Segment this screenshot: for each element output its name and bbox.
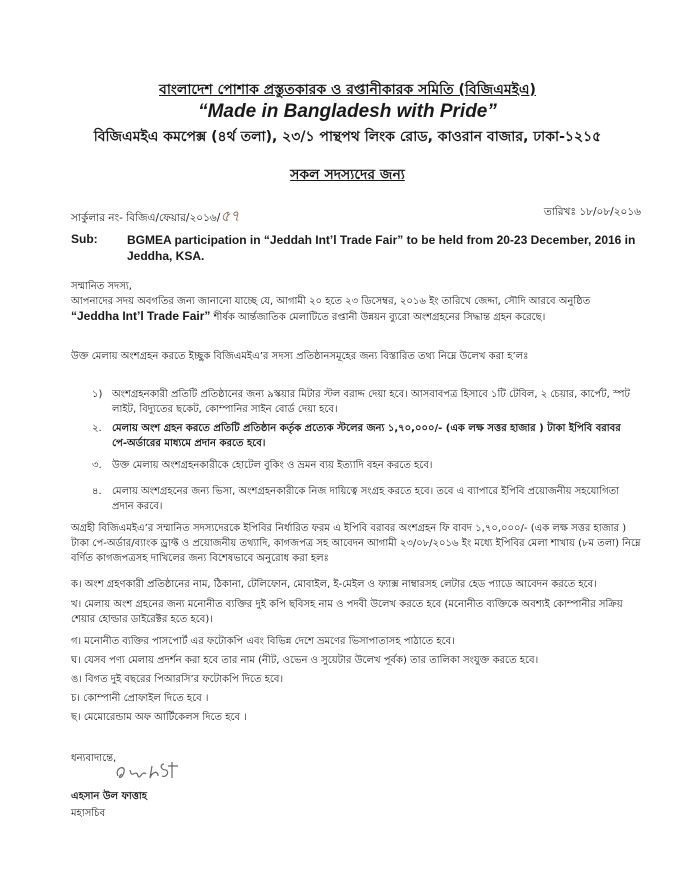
requirement-ga: গ। মনোনীত ব্যক্তির পাসপোর্ট এর ফটোকপি এবং বিভিন্ন দেশে ভ্রমণের ভিসাপাতাসহ পাঠাতে হবে। xyxy=(71,636,455,647)
circular-number xyxy=(71,205,240,230)
requirement-ka: ক। অংশ গ্রহণকারী প্রতিষ্ঠানের নাম, ঠিকানা, টেলিফোন, মোবাইল, ই-মেইল ও ফ্যাক্স নাম্বারসহ লেটার হেড প্যাডে আবেদন করতে হবে। xyxy=(71,579,597,590)
slogan: “Made in Bangladesh with Pride” xyxy=(198,101,497,122)
signatory-name: এহসান উল ফাত্তাহ xyxy=(71,791,148,802)
address: বিজিএমইএ কমপেক্স (৪র্থ তলা), ২৩/১ পান্থপথ লিংক রোড, কাওরান বাজার, ঢাকা-১২১৫ xyxy=(93,129,602,145)
requirement-kha: খ। মেলায় অংশ গ্রহনের জন্য মনোনীত ব্যক্তির দুই কপি ছবিসহ নাম ও পদবী উলেখ করতে হবে (মনোনীত ব্যক্তিকে অবশ্যই কোম্পানীর সক্রিয় শেয়ার হোল্ডার ডাইরেক্টর হতে হবে)। xyxy=(71,599,623,625)
point-1-number: ১) xyxy=(92,389,103,400)
subject-text: BGMEA participation in “Jeddah Int’l Trade Fair” to be held from 20-23 December, 2016 in Jeddha, KSA. xyxy=(127,233,636,263)
point-4-number: ৪. xyxy=(92,486,102,497)
point-2-text: মেলায় অংশ গ্রহন করতে প্রতিটি প্রতিষ্ঠান কর্তৃক প্রত্যেক স্টলের জন্য ১,৭০,০০০/- (এক লক্ষ সত্তর হাজার ) টাকা ইপিবি বরাবর পে-অর্ডারের মাধ্যমে প্রদান করতে হবে। xyxy=(112,423,621,449)
request-paragraph: অগ্রহী বিজিএমইএ’র সম্মানিত সদস্যদেরকে ইপিবির নির্ধারিত ফরম এ ইপিবি বরাবর অংশগ্রহন ফি বাবদ ১,৭০,০০০/- (এক লক্ষ সত্তর হাজার ) টাকা পে-অর্ডার/ব্যাংক ড্রাফ্ট ও প্রয়োজনীয় তথ্যাদি, কাগজপত্র সহ আবেদন আগামী ২৩/০৮/২০১৬ ইং মধ্যে ইপিবির মেলা শাখায় (৮ম তলা) নিম্নে বর্ণিত কাগজপত্রসহ দাখিলের জন্য বিশেষভাবে অনুরোধ করা হলঃ xyxy=(71,523,641,564)
requirement-chha: ছ। মেমোরেন্ডাম অফ আর্টিকেলস দিতে হবে । xyxy=(71,712,247,723)
circular-date: তারিখঃ ১৮/০৮/২০১৬ xyxy=(543,206,641,218)
intro-paragraph xyxy=(71,294,641,325)
signatory-title: মহাসচিব xyxy=(71,808,106,819)
circular-handwritten-number: ৫৭ xyxy=(220,207,240,225)
details-intro: উক্ত মেলায় অংশগ্রহন করতে ইচ্ছুক বিজিএমইএ’র সদস্য প্রতিষ্ঠানসমূহের জন্য বিস্তারিত তথ্য নিম্নে উলেখ করা হ’লঃ xyxy=(71,351,529,362)
signature-scribble xyxy=(112,758,187,786)
requirement-cha: চ। কোম্পানী প্রোফাইল দিতে হবে । xyxy=(71,693,209,704)
audience-heading: সকল সদস্যদের জন্য xyxy=(290,167,405,183)
point-4-text: মেলায় অংশগ্রহনের জন্য ভিসা, অংশগ্রহনকারীকে নিজ দায়িত্বে সংগ্রহ করতে হবে। তবে এ ব্যাপারে ইপিবি প্রয়োজনীয় সহযোগিতা প্রদান করবে। xyxy=(112,486,620,512)
requirement-uma: ঙ। বিগত দুই বছরের পিআরসি’র ফটোকপি দিতে হবে। xyxy=(71,674,284,685)
handwritten-signature xyxy=(112,758,187,790)
salutation: সম্মানিত সদস্য, xyxy=(71,281,132,292)
fair-name: “Jeddha Int’l Trade Fair” xyxy=(71,309,211,323)
point-3-text: উক্ত মেলায় অংশগ্রহনকারীকে হোটেল বুকিং ও ভ্রমন ব্যয় ইত্যাদি বহন করতে হবে। xyxy=(112,460,433,471)
requirement-gha: ঘ। যেসব পণ্য মেলায় প্রদর্শন করা হবে তার নাম (নীট, ওভেন ও সুয়েটার উলেখ পূর্বক) তার তালিকা সংযুক্ত করতে হবে। xyxy=(71,655,539,666)
closing-thanks: ধন্যবাদান্তে, xyxy=(71,753,117,764)
organization-name: বাংলাদেশ পোশাক প্রস্তুতকারক ও রপ্তানীকারক সমিতি (বিজিএমইএ) xyxy=(159,82,536,98)
circular-label: সার্কুলার নং- বিজিএ/ফেয়ার/২০১৬/ xyxy=(71,212,221,224)
intro-post: শীর্ষক আর্ন্তজাতিক মেলাটিতে রপ্তানী উন্নয়ন ব্যুরো অংশগ্রহনের সিদ্ধান্ত গ্রহন করেছে। xyxy=(210,312,546,323)
intro-pre: আপনাদের সদয় অবগতির জন্য জানানো যাচ্ছে যে, আগামী ২০ হতে ২৩ ডিসেম্বর, ২০১৬ ইং তারিখে জেদ্দা, সৌদি আরবে অনুষ্ঠিত xyxy=(71,296,591,307)
subject-label: Sub: xyxy=(71,232,98,246)
point-1-text: অংশগ্রহনকারী প্রতিটি প্রতিষ্ঠানের জন্য ৯স্কয়ার মিটার স্টল বরাদ্দ দেয়া হবে। আসবাবপত্র হিসাবে ১টি টেবিল, ২ চেয়ার, কার্পেট, স্পট লাইট, বিদ্যুতের ছকেট, কোম্পানির সাইন বোর্ড দেয়া হবে। xyxy=(112,389,630,415)
point-3-number: ৩. xyxy=(92,460,102,471)
point-2-number: ২. xyxy=(92,423,102,434)
